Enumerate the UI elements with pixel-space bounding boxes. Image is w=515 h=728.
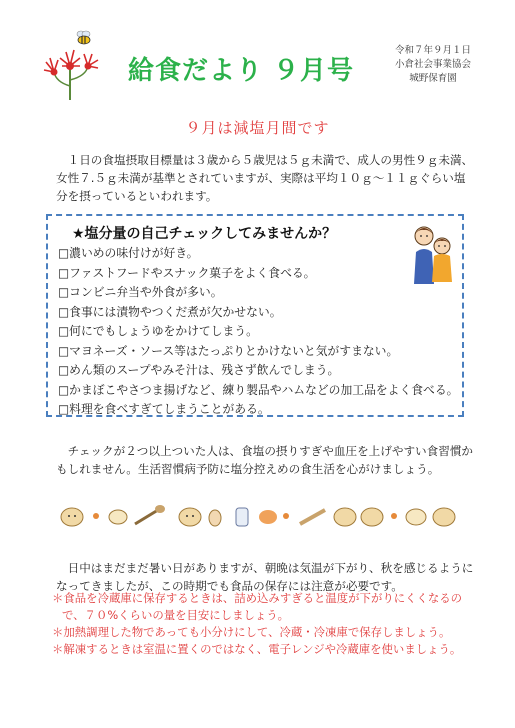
- nursery-name: 城野保育園: [409, 73, 457, 84]
- storage-tip: ＊食品を冷蔵庫に保存するときは、詰め込みすぎると温度が下がりにくくなるので、７０%くらいの量を目安にしましょう。: [52, 591, 463, 622]
- check-item: □コンビニ弁当や外食が多い。: [58, 285, 223, 299]
- check-item: □めん類のスープやみそ汁は、残さず飲んでしまう。: [58, 363, 340, 377]
- bee-icon: [74, 30, 94, 46]
- food-border-icons: [60, 502, 460, 530]
- check-item: □食事には漬物やつくだ煮が欠かせない。: [58, 304, 282, 319]
- organization-info: [395, 44, 471, 86]
- issue-date: 令和７年９月１日: [394, 45, 471, 56]
- check-item: □何にでもしょうゆをかけてしまう。: [58, 324, 258, 338]
- family-icon: [404, 222, 460, 286]
- self-check-heading: ★塩分量の自己チェックしてみませんか？: [72, 226, 337, 242]
- check-item: □マヨネーズ・ソース等はたっぷりとかけないと気がすまない。: [58, 343, 399, 358]
- newsletter-title: 給食だより ９月号: [128, 56, 355, 86]
- check-item: □かまぼこやさつま揚げなど、練り製品やハムなどの加工品をよく食べる。: [58, 382, 459, 397]
- storage-tip: ＊解凍するときは室温に置くのではなく、電子レンジや冷蔵庫を使いましょう。: [52, 642, 462, 656]
- association-name: 小倉社会事業協会: [394, 59, 471, 70]
- flower-icon: [36, 36, 108, 102]
- storage-tip: ＊加熱調理した物であっても小分けにして、冷蔵・冷凍庫で保存しましょう。: [52, 625, 451, 639]
- self-check-list: [58, 244, 458, 420]
- month-theme-heading: ９月は減塩月間です: [185, 119, 330, 137]
- check-item: □濃いめの味付けが好き。: [58, 246, 199, 260]
- advice-paragraph: チェックが２つ以上ついた人は、食塩の摂りすぎや血圧を上げやすい食習慣かもしれません。生活習慣病予防に塩分控えめの食生活を心がけましょう。: [56, 444, 474, 476]
- storage-intro-paragraph: 日中はまだまだ暑い日がありますが、朝晩は気温が下がり、秋を感じるようになってきましたが、この時期でも食品の保存には注意が必要です。: [56, 561, 474, 593]
- check-item: □料理を食べすぎてしまうことがある。: [58, 402, 270, 416]
- check-item: □ファストフードやスナック菓子をよく食べる。: [58, 265, 316, 280]
- storage-tips-list: [52, 590, 482, 658]
- intro-paragraph: １日の食塩摂取目標量は３歳から５歳児は５ｇ未満で、成人の男性９ｇ未満、女性７.５ｇ未満が基準とされていますが、実際は平均１０ｇ～１１ｇぐらい塩分を摂っているといわれます。: [56, 153, 474, 203]
